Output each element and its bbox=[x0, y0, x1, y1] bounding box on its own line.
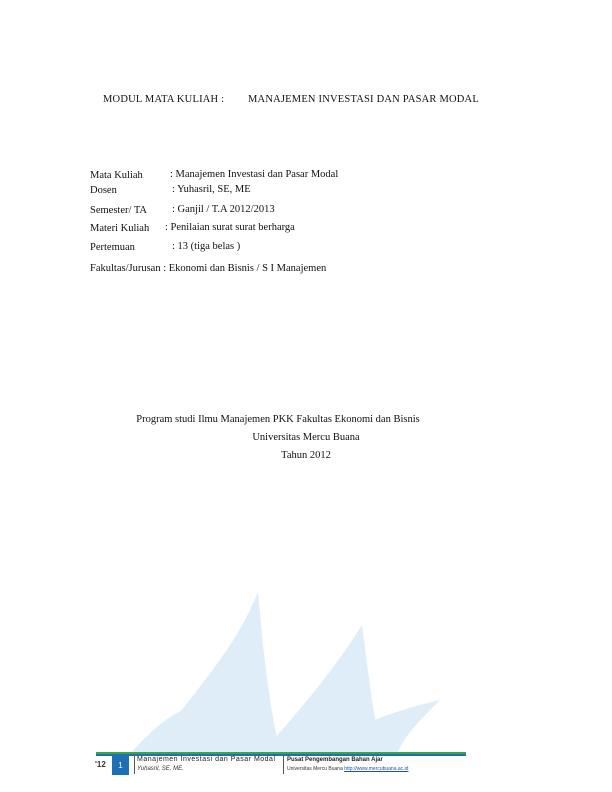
footer-page-number: 1 bbox=[112, 756, 129, 775]
program-line: Program studi Ilmu Manajemen PKK Fakultas Ekonomi dan Bisnis bbox=[136, 414, 420, 425]
mata-kuliah-label: Mata Kuliah bbox=[90, 170, 143, 181]
module-title: MANAJEMEN INVESTASI DAN PASAR MODAL bbox=[248, 94, 479, 105]
footer-center: Pusat Pengembangan Bahan Ajar bbox=[287, 757, 383, 763]
semester-label: Semester/ TA bbox=[90, 205, 147, 216]
footer-author: Yuhasril, SE, ME. bbox=[137, 766, 184, 772]
year-line: Tahun 2012 bbox=[281, 450, 331, 461]
university-line: Universitas Mercu Buana bbox=[252, 432, 360, 443]
fakultas-line: Fakultas/Jurusan : Ekonomi dan Bisnis / S I Manajemen bbox=[90, 263, 327, 274]
footer-divider bbox=[283, 756, 284, 774]
semester-value: : Ganjil / T.A 2012/2013 bbox=[172, 204, 275, 215]
footer-link[interactable]: http://www.mercubuana.ac.id bbox=[344, 766, 409, 772]
dosen-label: Dosen bbox=[90, 185, 117, 196]
materi-value: : Penilaian surat surat berharga bbox=[165, 222, 295, 233]
footer-divider bbox=[134, 756, 135, 774]
pertemuan-value: : 13 (tiga belas ) bbox=[172, 241, 241, 252]
footer-year-code: '12 bbox=[95, 760, 106, 769]
footer-university bbox=[287, 766, 408, 772]
pertemuan-label: Pertemuan bbox=[90, 242, 135, 253]
materi-label: Materi Kuliah bbox=[90, 223, 150, 234]
dosen-value: : Yuhasril, SE, ME bbox=[172, 184, 251, 195]
footer-course: Manajemen Investasi dan Pasar Modal bbox=[137, 756, 276, 763]
footer-university-name: Universitas Mercu Buana bbox=[287, 766, 343, 772]
module-label: MODUL MATA KULIAH : bbox=[103, 94, 225, 105]
mata-kuliah-value: : Manajemen Investasi dan Pasar Modal bbox=[170, 169, 339, 180]
